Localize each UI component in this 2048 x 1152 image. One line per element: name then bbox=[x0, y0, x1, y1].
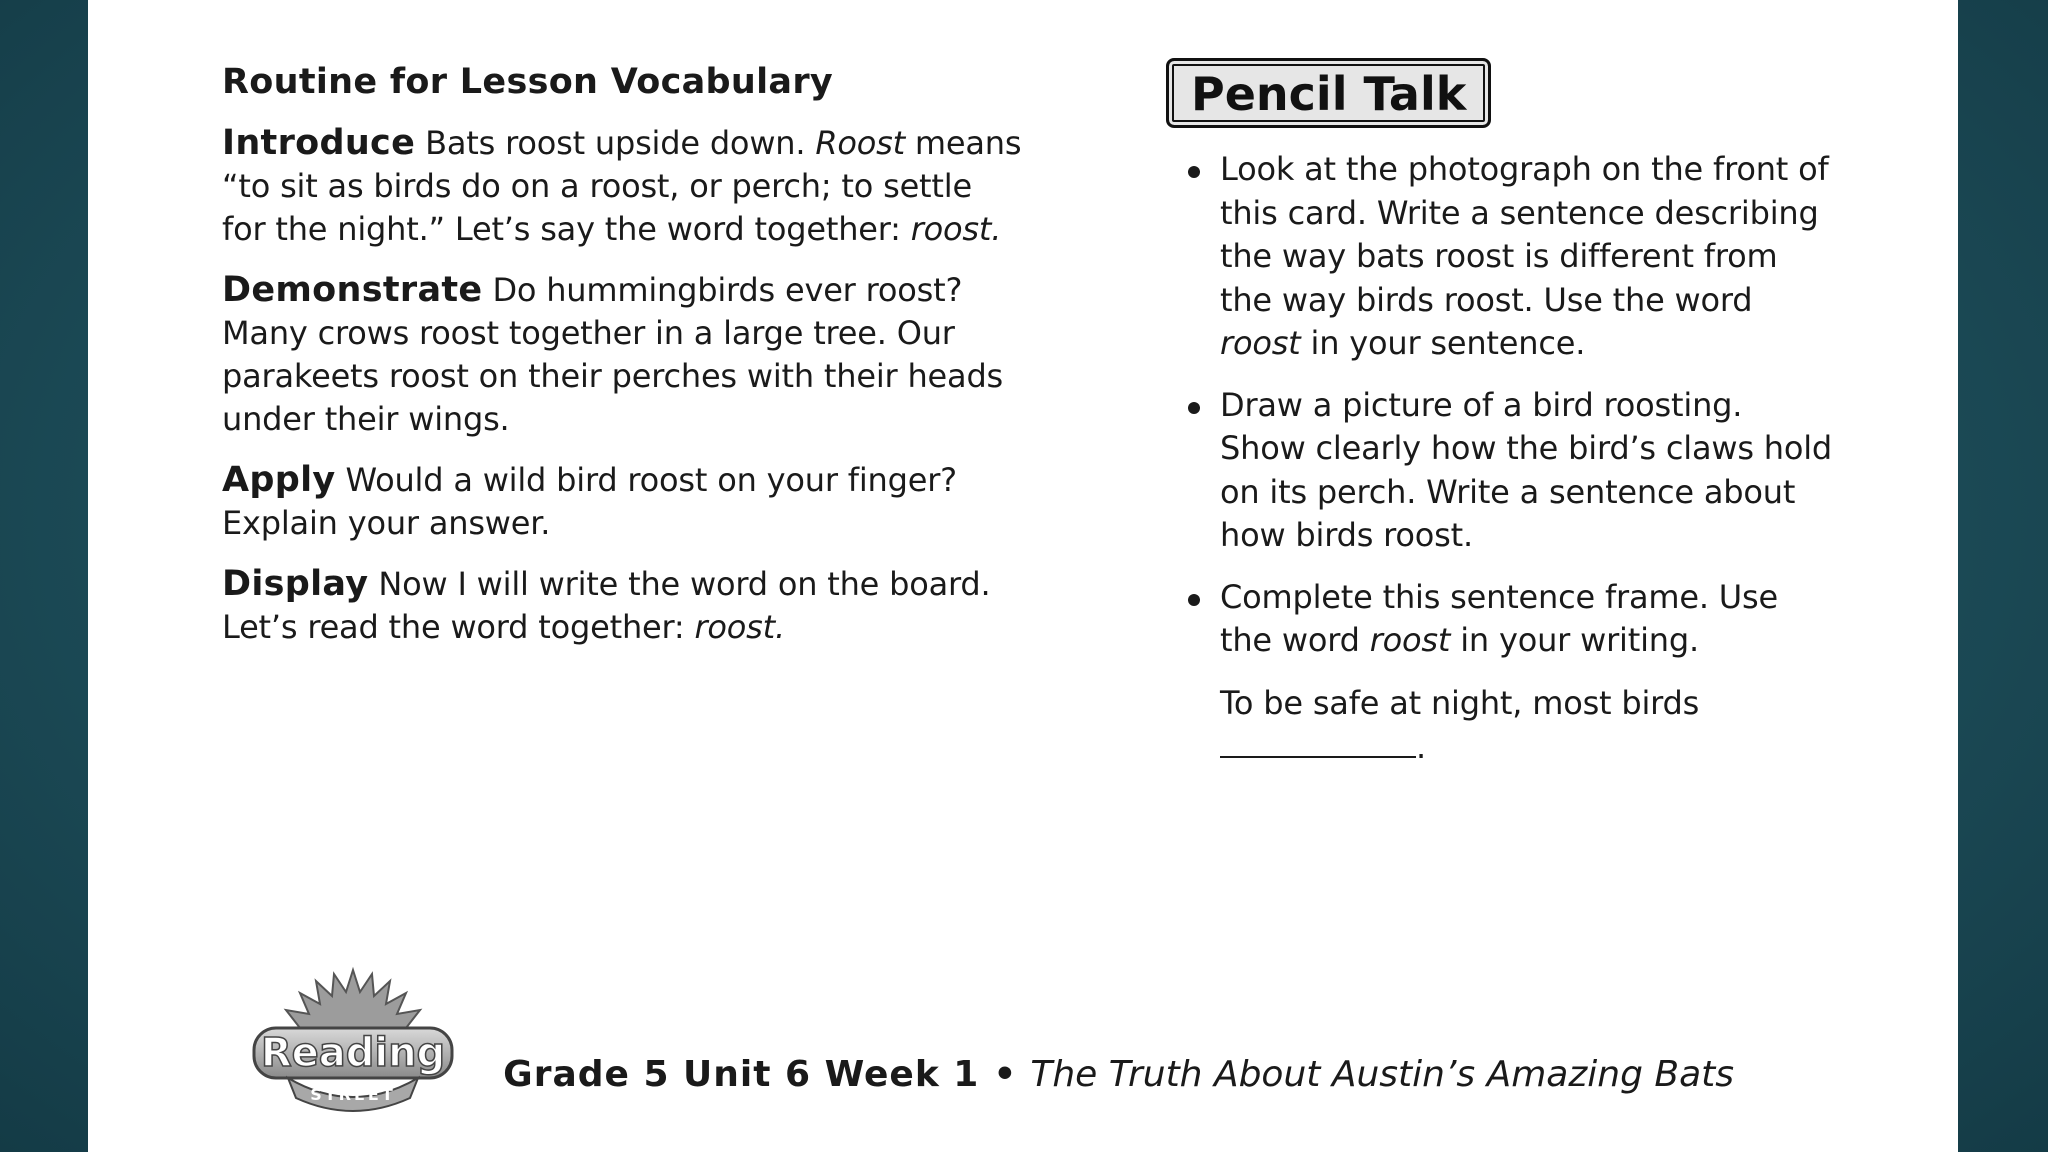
bullet-2-text: Draw a picture of a bird roosting. Show clearly how the bird’s claws hold on its perch. Write a sentence about how birds roost. bbox=[1220, 385, 1833, 554]
footer-book-title: The Truth About Austin’s Amazing Bats bbox=[1030, 1054, 1734, 1095]
introduce-term: Introduce bbox=[222, 123, 416, 163]
footer-grade: Grade 5 Unit 6 Week 1 bbox=[503, 1054, 980, 1095]
bullet-dot-icon bbox=[1188, 594, 1200, 606]
sentence-frame-end: . bbox=[1416, 727, 1426, 766]
bullet-3-italic: roost bbox=[1369, 621, 1451, 659]
vocabulary-routine bbox=[222, 62, 1022, 667]
introduce-text-2: means “to sit as birds do on a roost, or perch; to settle for the night.” Let’s say the word together: bbox=[222, 124, 1022, 248]
pencil-talk-bullet-3 bbox=[1074, 576, 1834, 663]
footer-credit bbox=[503, 1054, 1734, 1095]
pencil-talk-bullet-1 bbox=[1074, 148, 1834, 366]
display-term: Display bbox=[222, 564, 369, 604]
pencil-talk-bullet-2 bbox=[1074, 384, 1834, 558]
introduce-italic-end: roost. bbox=[910, 210, 1002, 248]
apply-text: Would a wild bird roost on your finger? Explain your answer. bbox=[222, 461, 957, 542]
logo-sunburst-icon bbox=[286, 970, 420, 1028]
introduce-paragraph bbox=[222, 122, 1022, 251]
reading-street-logo bbox=[250, 966, 456, 1114]
apply-paragraph bbox=[222, 459, 1022, 545]
logo-subword: STREET bbox=[310, 1085, 396, 1104]
logo-word: Reading bbox=[260, 1030, 446, 1076]
introduce-text-1: Bats roost upside down. bbox=[425, 124, 816, 162]
display-text: Now I will write the word on the board. Let’s read the word together: bbox=[222, 565, 991, 646]
footer-separator: • bbox=[993, 1054, 1017, 1095]
bullet-1-italic: roost bbox=[1220, 324, 1301, 362]
pencil-talk-section bbox=[1074, 58, 1834, 769]
bullet-dot-icon bbox=[1188, 402, 1200, 414]
bullet-1-text-1: Look at the photograph on the front of this card. Write a sentence describing the way bats roost is different from the way birds roost. Use the word bbox=[1220, 150, 1829, 319]
introduce-italic-word: Roost bbox=[815, 124, 905, 162]
bullet-3-text-2: in your writing. bbox=[1450, 621, 1699, 659]
demonstrate-term: Demonstrate bbox=[222, 270, 483, 310]
display-italic-end: roost. bbox=[694, 608, 785, 646]
demonstrate-paragraph bbox=[222, 269, 1022, 441]
apply-term: Apply bbox=[222, 460, 336, 500]
bullet-1-text-2: in your sentence. bbox=[1300, 324, 1586, 362]
sentence-frame bbox=[1074, 681, 1834, 769]
sentence-frame-text: To be safe at night, most birds bbox=[1220, 683, 1700, 722]
display-paragraph bbox=[222, 563, 1022, 649]
sentence-frame-blank bbox=[1220, 726, 1416, 758]
routine-heading: Routine for Lesson Vocabulary bbox=[222, 62, 833, 102]
bullet-dot-icon bbox=[1188, 166, 1200, 178]
card-page bbox=[88, 0, 1958, 1152]
pencil-talk-title: Pencil Talk bbox=[1166, 58, 1491, 128]
demonstrate-text: Do hummingbirds ever roost? Many crows roost together in a large tree. Our parakeets roost on their perches with their heads under their wings. bbox=[222, 271, 1004, 438]
bullet-3-text-1: Complete this sentence frame. Use the word bbox=[1220, 577, 1778, 659]
pencil-talk-list bbox=[1074, 148, 1834, 663]
